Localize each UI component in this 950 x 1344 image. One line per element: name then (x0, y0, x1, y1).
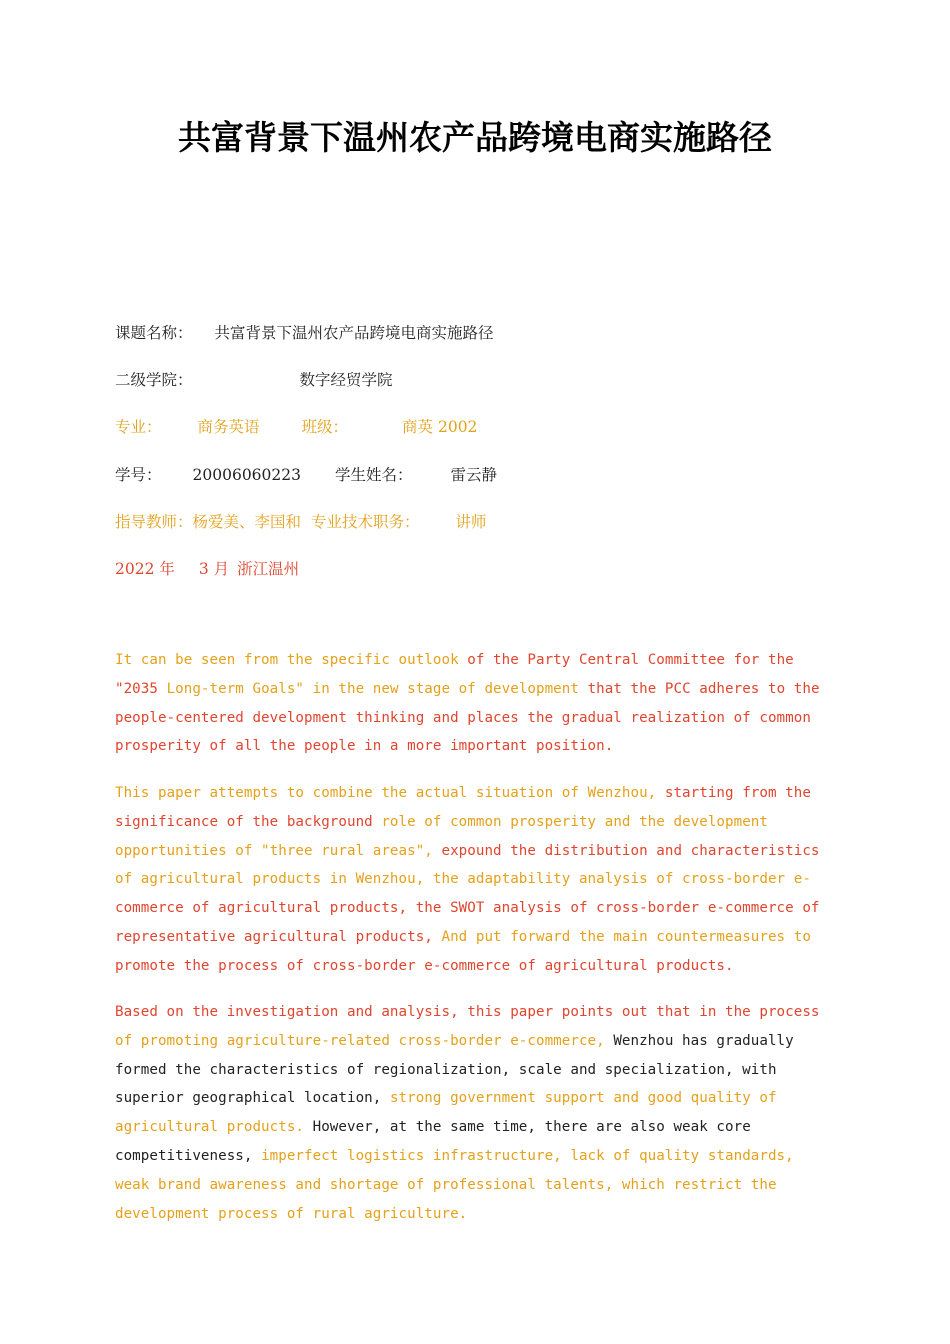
student-no-value: 20006060223 (192, 466, 301, 484)
topic-value: 共富背景下温州农产品跨境电商实施路径 (214, 324, 494, 342)
class-value: 商英 2002 (402, 418, 478, 436)
advisor-label: 指导教师： (115, 513, 193, 531)
paragraph-segment: expound the distribution and characteristics (441, 842, 820, 859)
paragraph-segment: commerce of agricultural products, the SWOT analysis of cross-border e-commerce of representative agricultural products, (115, 900, 820, 945)
student-name-value: 雷云静 (450, 466, 498, 484)
major-class-line (115, 415, 477, 437)
paragraph-segment: Long-term Goals" in the new stage of development (166, 680, 588, 697)
paragraph-segment: of promoting agriculture-related cross-border e-commerce, (115, 1032, 614, 1049)
paragraph-segment: promote the process of cross-border e-commerce of agricultural products. (115, 957, 734, 974)
student-name-label: 学生姓名： (335, 466, 413, 484)
class-label: 班级： (301, 418, 349, 436)
paragraph-segment: that the PCC adheres to the people-centered development thinking and places the gradual realization of common prosperity of all the people in a more important position. (115, 680, 820, 755)
paragraph-segment: However, at the same time, there are also weak core competitiveness, (115, 1119, 751, 1164)
abstract-paragraph-2 (115, 779, 830, 981)
abstract-paragraph-1 (115, 646, 830, 761)
major-label: 专业： (115, 418, 162, 436)
place: 浙江温州 (237, 560, 300, 578)
abstract-paragraph-3 (115, 998, 830, 1228)
advisor-line (115, 510, 487, 532)
month: 3 月 (198, 560, 230, 578)
paragraph-segment: And put forward the main countermeasures to (441, 928, 811, 945)
paragraph-segment: strong government support and good quality of agricultural products. (115, 1090, 777, 1136)
college-value: 数字经贸学院 (299, 371, 393, 389)
student-line (115, 463, 497, 485)
date-place-line (115, 557, 299, 579)
college-label: 二级学院： (115, 371, 193, 389)
paragraph-segment: imperfect logistics infrastructure, lack of quality standards, weak brand awareness and shortage of professional talents, which restrict the development process of rural agriculture. (115, 1147, 794, 1222)
college-line (115, 368, 393, 390)
paragraph-segment: Based on the investigation and analysis, this paper points out that in the process (115, 1004, 820, 1020)
paragraph-segment: of agricultural products in Wenzhou, the adaptability analysis of cross-border e- (115, 871, 811, 888)
advisor-value: 杨爱美、李国和 (192, 513, 302, 531)
document-title: 共富背景下温州农产品跨境电商实施路径 (178, 118, 772, 157)
major-value: 商务英语 (197, 418, 260, 436)
rank-label: 专业技术职务： (311, 513, 420, 531)
paragraph-segment: Wenzhou has gradually formed the characteristics of regionalization, scale and specialization, with superior geographical location, (115, 1032, 794, 1107)
rank-value: 讲师 (455, 513, 487, 531)
year: 2022 年 (115, 560, 175, 578)
paragraph-segment: role of common prosperity and the development opportunities of "three rural areas", (115, 813, 768, 859)
paragraph-segment: It can be seen from the specific outlook (115, 652, 468, 668)
paragraph-segment: of the Party Central Committee for the "2035 (115, 652, 794, 697)
paragraph-segment: This paper attempts to combine the actual situation of Wenzhou, (115, 785, 665, 801)
student-no-label: 学号： (115, 466, 162, 484)
topic-label: 课题名称： (115, 324, 193, 342)
topic-line (115, 321, 494, 343)
paragraph-segment: starting from the significance of the background (115, 785, 811, 830)
